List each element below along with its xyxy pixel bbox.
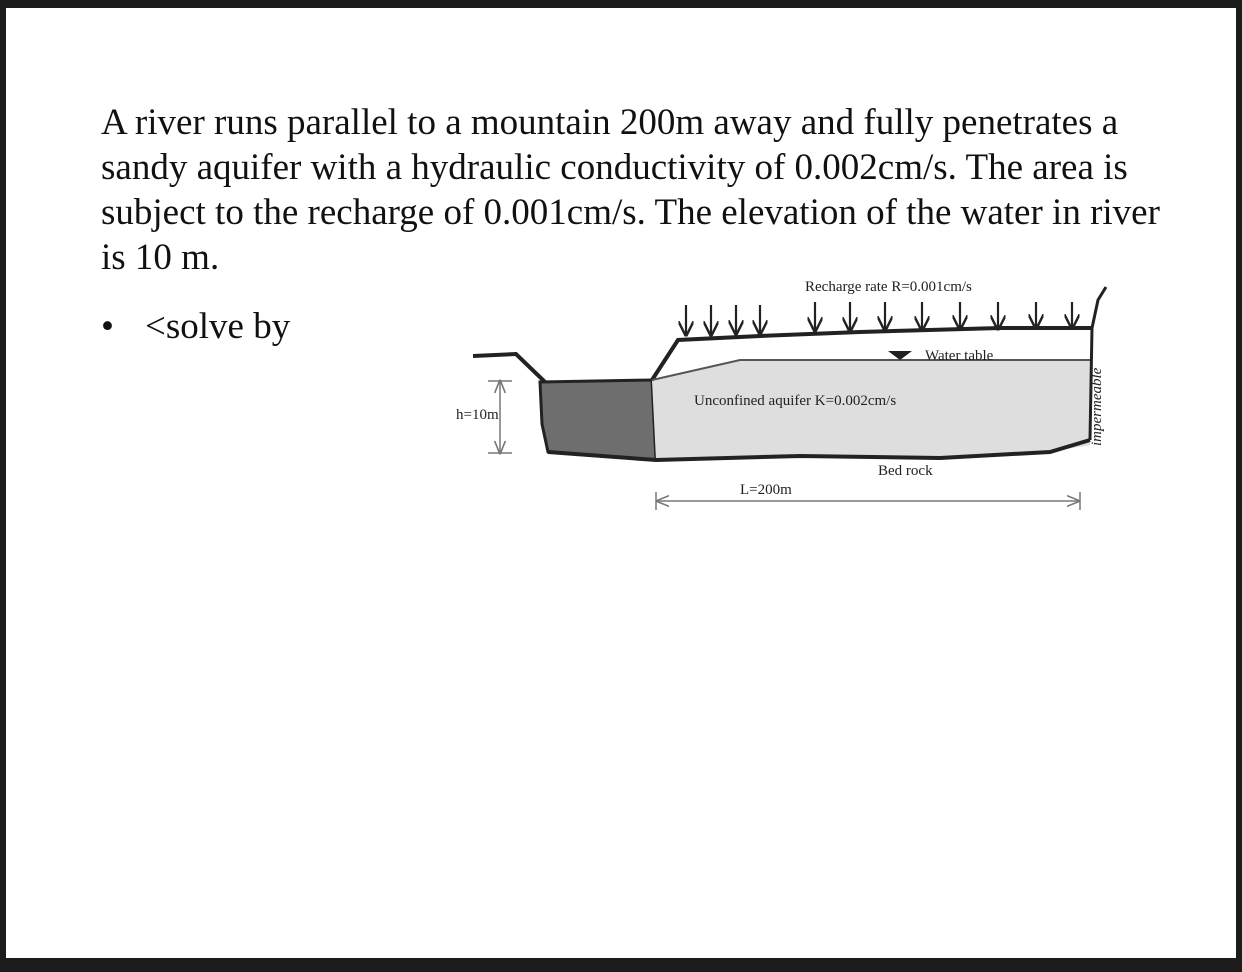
recharge-rate-label: Recharge rate R=0.001cm/s xyxy=(805,279,972,295)
bedrock-label: Bed rock xyxy=(878,463,933,479)
water-table-symbol xyxy=(888,351,912,360)
water-table-label: Water table xyxy=(925,348,994,364)
bullet-symbol: • xyxy=(101,306,114,347)
length-dimension xyxy=(656,492,1080,510)
left-ground-surface xyxy=(473,354,545,382)
aquifer-body xyxy=(652,360,1090,460)
river-head-label: h=10m xyxy=(456,407,499,423)
bullet-text: <solve by xyxy=(145,306,291,347)
impermeable-label: impermeable xyxy=(1089,367,1105,446)
problem-statement: A river runs parallel to a mountain 200m away and fully penetrates a sandy aquifer with a hydraulic conductivity of 0.002cm/s. The area is subject to the recharge of 0.001cm/s. The elevation of the water in river is 10 m. xyxy=(101,102,1160,278)
length-label: L=200m xyxy=(740,482,792,498)
river xyxy=(540,380,656,460)
aquifer-label: Unconfined aquifer K=0.002cm/s xyxy=(694,393,897,409)
